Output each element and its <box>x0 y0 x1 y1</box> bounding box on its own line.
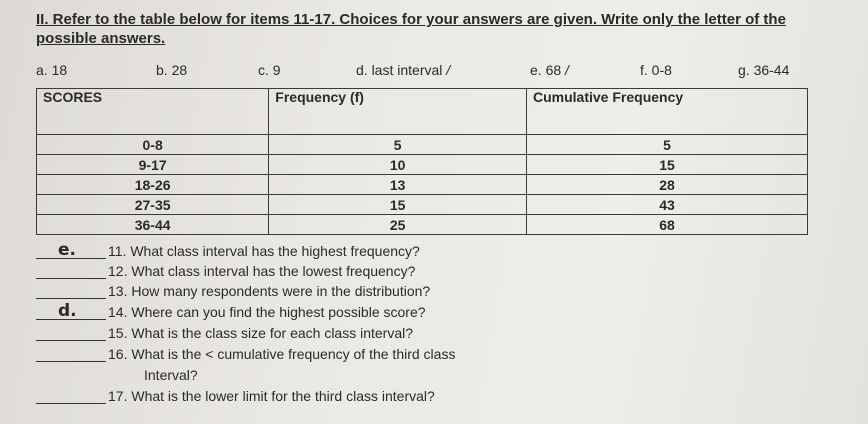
answer-blank[interactable] <box>36 264 106 279</box>
question-12: 12. What class interval has the lowest frequency? <box>36 263 415 283</box>
cumulative-cell: 43 <box>527 195 808 215</box>
cumulative-cell: 15 <box>527 155 808 175</box>
table-row <box>37 215 808 235</box>
handwritten-answer: d. <box>58 301 77 321</box>
choice-f: f. 0-8 <box>640 62 672 78</box>
header-frequency: Frequency (f) <box>269 89 527 135</box>
check-mark: / <box>446 62 451 78</box>
cumulative-cell: 68 <box>527 215 808 235</box>
score-cell: 0-8 <box>37 135 269 155</box>
question-14: d. 14. Where can you find the highest possible score? <box>36 304 426 324</box>
question-17: 17. What is the lower limit for the third class interval? <box>36 388 435 408</box>
header-scores: SCORES <box>37 89 269 135</box>
frequency-table <box>36 88 808 235</box>
score-cell: 9-17 <box>37 155 269 175</box>
answer-blank[interactable] <box>36 347 106 362</box>
frequency-cell: 5 <box>269 135 527 155</box>
table-row <box>37 175 808 195</box>
answer-blank[interactable] <box>36 389 106 404</box>
question-16: 16. What is the < cumulative frequency of the third class <box>36 346 455 366</box>
check-mark: / <box>565 62 569 78</box>
score-cell: 36-44 <box>37 215 269 235</box>
answer-choices <box>0 62 868 82</box>
choice-e: e. 68 / <box>530 62 569 78</box>
answer-blank[interactable] <box>36 284 106 299</box>
choice-d: d. last interval / <box>356 62 451 78</box>
frequency-cell: 15 <box>269 195 527 215</box>
table-row <box>37 195 808 215</box>
answer-blank[interactable] <box>36 240 106 260</box>
choice-a: a. 18 <box>36 62 68 78</box>
table-header-row <box>37 89 808 135</box>
choice-b: b. 28 <box>156 62 188 78</box>
answer-blank[interactable] <box>36 301 106 321</box>
question-15: 15. What is the class size for each class interval? <box>36 325 413 345</box>
table-row <box>37 135 808 155</box>
question-11: e. 11. What class interval has the highest frequency? <box>36 243 420 263</box>
choice-g: g. 36-44 <box>738 62 790 78</box>
frequency-cell: 25 <box>269 215 527 235</box>
header-cumulative-frequency: Cumulative Frequency <box>527 89 808 135</box>
frequency-cell: 10 <box>269 155 527 175</box>
score-cell: 27-35 <box>37 195 269 215</box>
answer-blank[interactable] <box>36 326 106 341</box>
handwritten-answer: e. <box>58 240 76 260</box>
choice-c: c. 9 <box>258 62 281 78</box>
frequency-cell: 13 <box>269 175 527 195</box>
question-16-continued: Interval? <box>144 367 198 383</box>
cumulative-cell: 5 <box>527 135 808 155</box>
question-13: 13. How many respondents were in the distribution? <box>36 283 430 303</box>
cumulative-cell: 28 <box>527 175 808 195</box>
table-row <box>37 155 808 175</box>
score-cell: 18-26 <box>37 175 269 195</box>
instructions-heading: II. Refer to the table below for items 11-17. Choices for your answers are given. Write only the letter of the possible answers. <box>36 11 786 47</box>
